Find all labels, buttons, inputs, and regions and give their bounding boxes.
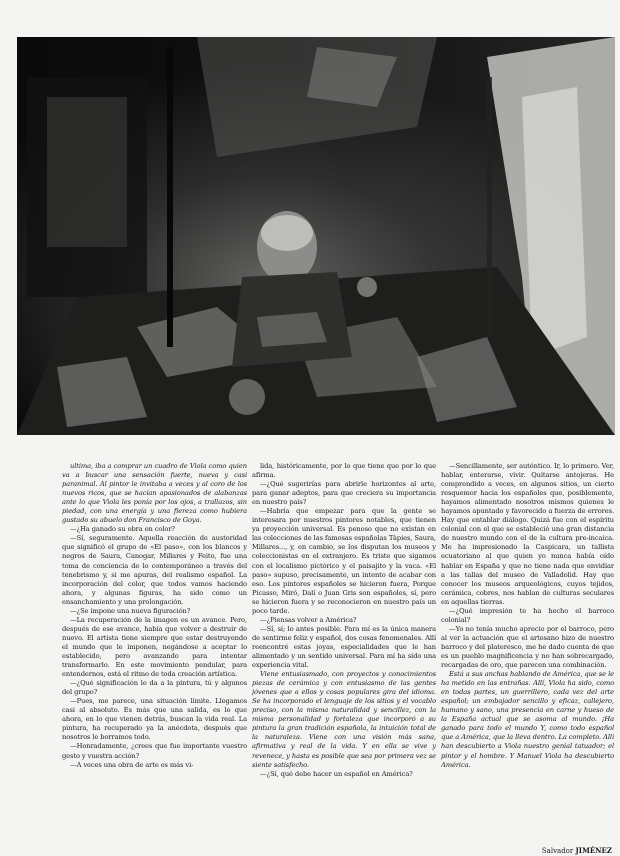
column-2-paragraph: —¿Qué sugerirías para abrirle horizontes al arte, para ganar adeptos, para que creciera su importancia en nuestro país?: [252, 480, 436, 507]
column-1-paragraph: —A veces una obra de arte es más vi-: [70, 760, 194, 769]
column-3-paragraph: —Sencillamente, ser auténtico. Ir, lo primero. Ver, hablar, enterarse, vivir. Quitarse antojeras. He comprendido a veces, en algunos sitios, un cierto resquemor hacia los españoles que, posiblemente, hayamos alimentado nosotros mismos quienes le hayamos apuntado y favorecido a fuerza de errores. Hay que entablar diálogo. Quizá fue con el espíritu colonial con el que se estableció una gran distancia de nuestro mundo con el de la cultura pre-incaica. Me ha impresionado la Caspicara, un tallista ecuatoriano al que quien yo nunca había oído hablar en España y que no tiene nada que envidiar a las tallas del museo de Valladolid. Hay que conocer los museos arqueológicos, cuyos tejidos, cerámica, cobres, nos hablan de culturas seculares en aquellas tierras.: [441, 462, 614, 606]
article-column-1: [62, 462, 247, 847]
column-1-paragraph: —Pues, me parece, una situación límite. Llegamos casi al absoluto. Es más que una salida, es lo que ahora, en lo que vienen detrás, buscan la vida real. La pintura, ha recuperado ya la anécdota, después que nosotros le borramos todo.: [62, 697, 247, 742]
article-column-2: [252, 462, 436, 847]
column-2-paragraph: —Habría que empezar para que la gente se interesara por nuestros pintores notables, que tienen ya proyección universal. Es penoso que no existan en las colecciones de las famosas españolas Tàpies, Saura, Millares..., y, en cambio, se los disputan los museos y coleccionistas en el extranjero. Es triste que sigamos con el localismo pictórico y el paisajito y la vaca. «El paso» supuso, precisamente, un intento de acabar con eso. Los pintores españoles se hicieron fuera, Porque Picasso, Miró, Dalí o Juan Gris son españoles, sí, pero se hicieron fuera y se reconocieron en nuestro país un poco tarde.: [252, 507, 436, 615]
column-3-paragraph: —¿Qué impresión te ha hecho el barroco colonial?: [441, 606, 614, 624]
author-byline: [542, 846, 612, 855]
column-2-paragraph: —Sí, sí; lo antes posible. Para mí es la única manera de sentirme feliz y español, dos cosas fenomenales. Allí reencontré estas joyas, especialidades que le han alimentado y un sentido universal. Para mí ha sido una experiencia vital.: [252, 624, 436, 670]
column-1-paragraph: —¿Qué significación le da a la pintura, tú y algunos del grupo?: [62, 679, 247, 697]
author-first-name: Salvador: [541, 847, 574, 855]
artist-studio-photo: [17, 37, 615, 435]
column-1-paragraph: —Honradamente, ¿crees que fue importante vuestro gesto y vuestra acción?: [62, 742, 247, 760]
column-1-paragraph: —La recuperación de la imagen es un avance. Pero, después de ese avance, había que volver a destruir de nuevo. El artista tiene siempre que estar destruyendo el mundo que le imponen, negándose a aceptar lo establecido, pero avanzando para intentar transformarlo. En este movimiento pendular, para entendernos, está el ritmo de toda creación artística.: [62, 615, 247, 679]
column-2-paragraph: —¿Piensas volver a América?: [260, 615, 357, 624]
column-1-paragraph: —Sí, seguramente. Aquella reacción de austeridad que significó el grupo de «El paso», con los blancos y negros de Saura, Canogar, Millares y Feito, fue una toma de conciencia de lo contemporáneo a través del tenebrismo y, si me apuras, del realismo español. La incorporación del color, que todos vamos haciendo ahora, y algunas figuras, ha sido como un ensanchamiento y una prolongación.: [62, 534, 247, 606]
column-3-paragraph: —Yo no tenía mucho aprecio por el barroco, pero al ver la actuación que el artesano hizo de nuestro barroco y del plateresco, me he dado cuenta de que es un pueblo magnificencia y no han sobrecargado, recargadas de oro, que parecen una combinación.: [441, 624, 614, 670]
column-2-paragraph: lida, históricamente, por lo que tiene que por lo que afirma.: [252, 462, 436, 480]
author-last-name: JIMÉNEZ: [575, 846, 612, 855]
column-2-paragraph: Viene entusiasmado, con proyectos y conocimientos piezas de cerámica y con entusiasmo de las gentes jóvenes que a ellos y cosas populares gira del idioma. Se ha incorporado el lenguaje de los sitios y el vocablo preciso, con la misma naturalidad y sencillez, con la misma personalidad y fortaleza que incorporó a su pintura la gran tradición española, la intuición total de la naturaleza. Viene con una visión más sana, afirmativa y real de la vida. Y en ella se vive y revenece, y hasta es posible que sea por primera vez se siente satisfecho.: [252, 670, 436, 769]
studio-scene-illustration: [17, 37, 615, 435]
column-3-paragraph: Está a sus anchas hablando de América, que se le ha metido en las entrañas. Allí, Viola ha sido, como en todas partes, un guerrillero, cada vez del arte español; un embajador sencillo y eficaz, callejero, humano y sano, una presencia en carne y hueso de la España actual que se asoma al mundo. ¡Ha ganado para todo el mundo Y, como todo español que a América, que la lleva dentro. La completo. Allí han descubierto a Viola nuestro genial tatuador; el pintor y el hombre. Y Manuel Viola ha descubierto América.: [441, 670, 614, 769]
article-column-3: [441, 462, 614, 847]
column-2-paragraph: —¿Sí, qué debe hacer un español en América?: [260, 769, 413, 778]
column-1-paragraph: ultima, iba a comprar un cuadro de Viola como quien va a buscar una sensación fuerte, nueva y casi paranimal. Al pintor le invitaba a veces y al coro de los nuevos ricos, que se hacían apasionados de alabanzas ante lo que Viola les ponía por los ojos, a trallazos, sin piedad, con una energía y una fiereza como hubiera gustado su abuelo don Francisco de Goya.: [62, 462, 247, 525]
column-1-paragraph: —¿Se impone una nueva figuración?: [70, 606, 191, 615]
column-1-paragraph: —¿Ha ganado su obra en color?: [70, 525, 175, 534]
